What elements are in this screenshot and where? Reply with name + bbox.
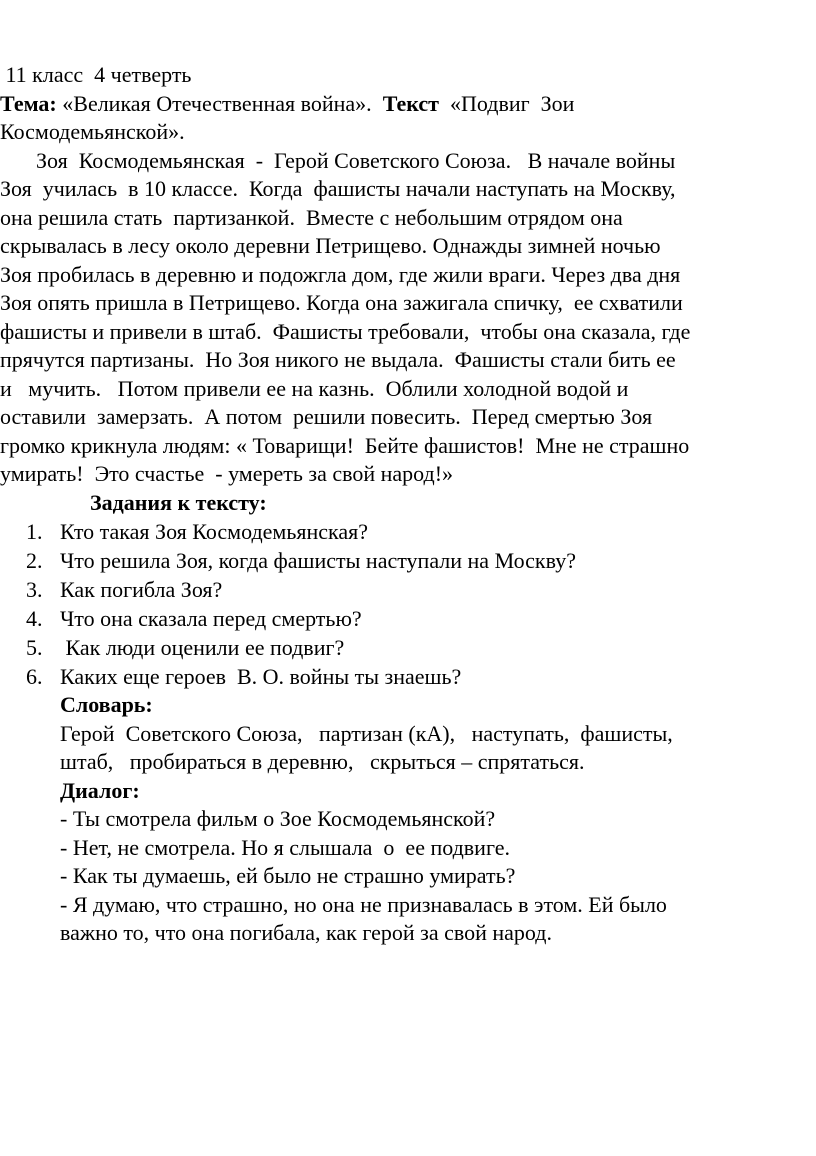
task-number: 2. [26, 548, 43, 573]
story-line: скрывалась в лесу около деревни Петрищево. Однажды зимней ночью [0, 233, 661, 258]
vocabulary-line: Герой Советского Союза, партизан (кА), наступать, фашисты, [60, 720, 673, 746]
text-title-part-b: Космодемьянской». [0, 119, 185, 144]
text-title-part-a: «Подвиг Зои [439, 90, 575, 116]
dialog-line: - Ты смотрела фильм о Зое Космодемьянской? [60, 806, 496, 831]
grade-quarter-line: 11 класс 4 четверть [0, 62, 192, 87]
task-number: 6. [26, 664, 43, 689]
task-text: Каких еще героев В. О. войны ты знаешь? [60, 664, 462, 689]
story-line: прячутся партизаны. Но Зоя никого не выдала. Фашисты стали бить ее [0, 347, 676, 372]
story-line: громко крикнула людям: « Товарищи! Бейте фашистов! Мне не страшно [0, 432, 690, 458]
task-item [26, 662, 812, 691]
text-label: Текст [382, 90, 439, 116]
story-line: Зоя опять пришла в Петрищево. Когда она зажигала спичку, ее схватили [0, 290, 683, 315]
task-item [26, 604, 812, 633]
task-item [26, 517, 812, 546]
vocabulary-heading: Словарь: [60, 692, 153, 717]
story-line: фашисты и привели в штаб. Фашисты требовали, чтобы она сказала, где [0, 318, 691, 344]
tasks-heading: Задания к тексту: [90, 489, 267, 515]
story-line: умирать! Это счастье - умереть за свой народ!» [0, 461, 454, 486]
task-number: 4. [26, 606, 43, 631]
story-line: оставили замерзать. А потом решили повесить. Перед смертью Зоя [0, 404, 653, 429]
topic-text: «Великая Отечественная война». [56, 90, 383, 116]
task-number: 5. [26, 635, 43, 660]
task-item [26, 575, 812, 604]
story-line: и мучить. Потом привели ее на казнь. Облили холодной водой и [0, 375, 629, 401]
topic-label: Тема: [0, 90, 57, 116]
task-text: Что она сказала перед смертью? [60, 606, 362, 631]
story-line: Зоя училась в 10 классе. Когда фашисты начали наступать на Москву, [0, 176, 676, 201]
task-number: 1. [26, 519, 43, 544]
story-paragraph [0, 147, 812, 489]
story-line: Зоя пробилась в деревню и подожгла дом, где жили враги. Через два дня [0, 261, 681, 287]
dialog-line: - Как ты думаешь, ей было не страшно умирать? [60, 863, 516, 888]
task-text: Как погибла Зоя? [60, 577, 223, 602]
tasks-list [0, 517, 812, 691]
document-page [0, 61, 812, 948]
vocabulary-line: штаб, пробираться в деревню, скрыться – спрятаться. [60, 749, 585, 774]
dialog-section [0, 777, 812, 948]
story-line: она решила стать партизанкой. Вместе с небольшим отрядом она [0, 204, 623, 230]
task-item [26, 633, 812, 662]
dialog-line: - Я думаю, что страшно, но она не признавалась в этом. Ей было [60, 891, 667, 917]
task-text: Кто такая Зоя Космодемьянская? [60, 519, 369, 544]
vocabulary-section [0, 691, 812, 777]
task-text: Как люди оценили ее подвиг? [60, 635, 345, 660]
task-item [26, 546, 812, 575]
dialog-heading: Диалог: [60, 777, 140, 803]
dialog-line: - Нет, не смотрела. Но я слышала о ее подвиге. [60, 834, 510, 860]
topic-line [0, 90, 812, 119]
task-number: 3. [26, 577, 43, 602]
story-line: Зоя Космодемьянская - Герой Советского Союза. В начале войны [36, 147, 676, 173]
task-text: Что решила Зоя, когда фашисты наступали на Москву? [60, 548, 576, 573]
dialog-line: важно то, что она погибала, как герой за свой народ. [60, 920, 552, 945]
